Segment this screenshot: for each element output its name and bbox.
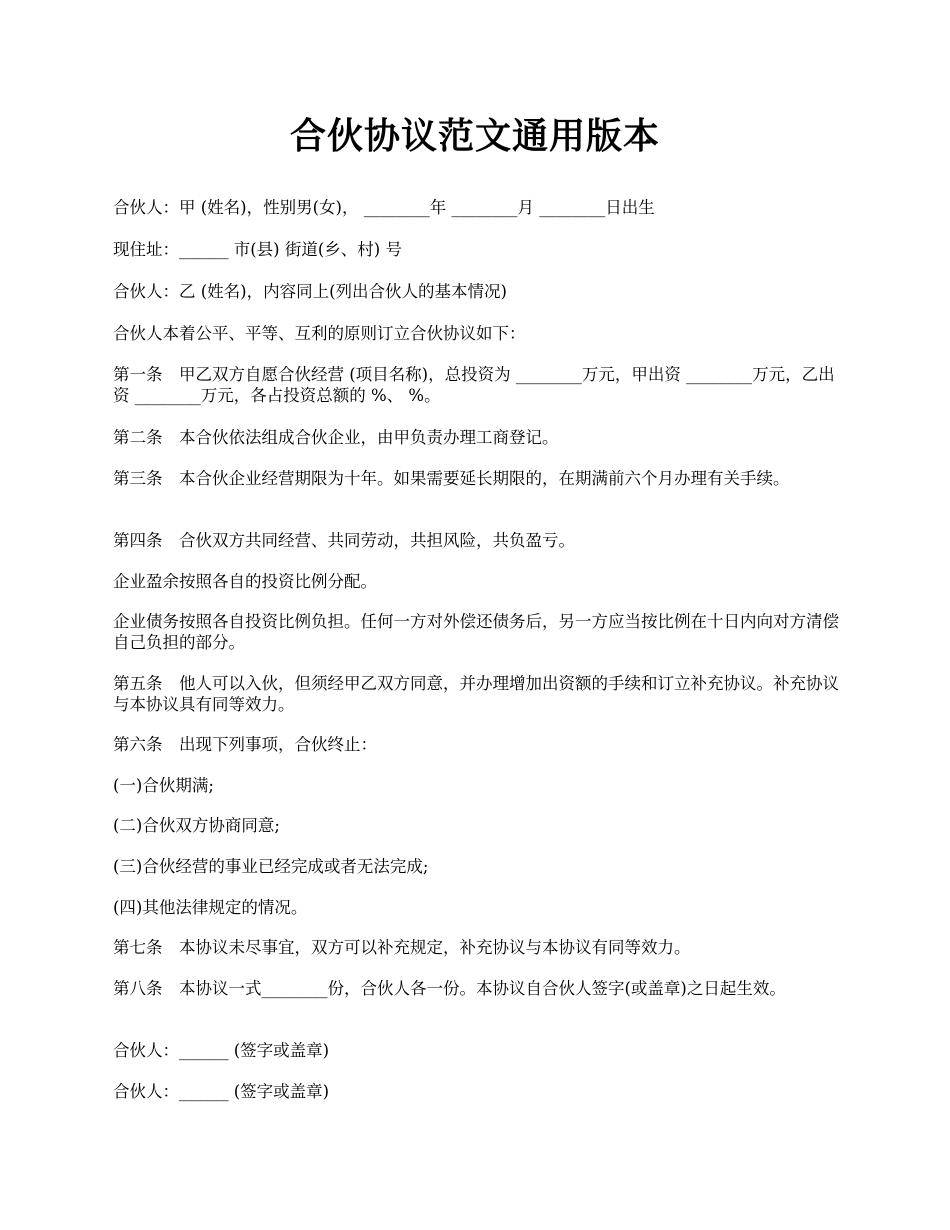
partner-a-line: 合伙人：甲 (姓名)，性别男(女)， ________年 ________月 ________日出生 bbox=[113, 197, 655, 217]
termination-item-2: (二)合伙双方协商同意; bbox=[113, 815, 280, 835]
document-title: 合伙协议范文通用版本 bbox=[289, 115, 660, 157]
signature-line-b: 合伙人：______ (签字或盖章) bbox=[113, 1081, 330, 1101]
preamble: 合伙人本着公平、平等、互利的原则订立合伙协议如下： bbox=[113, 323, 526, 343]
article-3: 第三条 本合伙企业经营期限为十年。如果需要延长期限的，在期满前六个月办理有关手续。 bbox=[113, 468, 790, 488]
partner-b-line: 合伙人：乙 (姓名)，内容同上(列出合伙人的基本情况) bbox=[113, 281, 507, 301]
article-2: 第二条 本合伙依法组成合伙企业，由甲负责办理工商登记。 bbox=[113, 427, 559, 447]
article-5: 第五条 他人可以入伙，但须经甲乙双方同意，并办理增加出资额的手续和订立补充协议。补充协议与本协议具有同等效力。 bbox=[113, 673, 839, 714]
signature-line-a: 合伙人：______ (签字或盖章) bbox=[113, 1040, 330, 1060]
article-4: 第四条 合伙双方共同经营、共同劳动，共担风险，共负盈亏。 bbox=[113, 530, 575, 550]
profit-distribution: 企业盈余按照各自的投资比例分配。 bbox=[113, 571, 377, 591]
article-6: 第六条 出现下列事项，合伙终止： bbox=[113, 734, 377, 754]
article-8: 第八条 本协议一式________份，合伙人各一份。本协议自合伙人签字(或盖章)之日起生效。 bbox=[113, 978, 786, 998]
article-1: 第一条 甲乙双方自愿合伙经营 (项目名称)，总投资为 ________万元，甲出资 ________万元，乙出资 ________万元，各占投资总额的 %、 %。 bbox=[113, 364, 835, 405]
termination-item-1: (一)合伙期满; bbox=[113, 775, 214, 795]
address-line: 现住址：______ 市(县) 街道(乡、村) 号 bbox=[113, 239, 402, 259]
article-7: 第七条 本协议未尽事宜，双方可以补充规定，补充协议与本协议有同等效力。 bbox=[113, 937, 691, 957]
termination-item-4: (四)其他法律规定的情况。 bbox=[113, 897, 308, 917]
debt-responsibility: 企业债务按照各自投资比例负担。任何一方对外偿还债务后，另一方应当按比例在十日内向对方清偿自己负担的部分。 bbox=[113, 611, 839, 652]
termination-item-3: (三)合伙经营的事业已经完成或者无法完成; bbox=[113, 856, 429, 876]
